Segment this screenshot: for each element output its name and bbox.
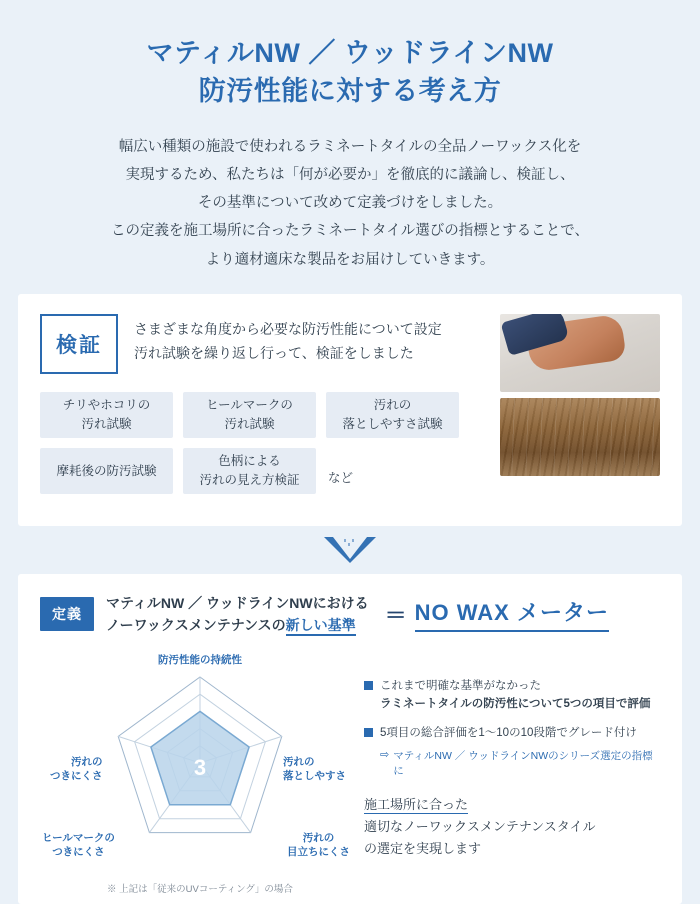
verification-card: [18, 294, 682, 526]
definition-closing: [364, 794, 660, 860]
lead-paragraph: [18, 133, 682, 274]
definition-bullet-1-line2: ラミネートタイルの防汚性について5つの項目で評価: [380, 698, 651, 711]
test-chip-heelmark: ヒールマークの 汚れ試験: [183, 392, 316, 438]
radar-label-durability: 防汚性能の持続性: [158, 653, 242, 666]
definition-info: [360, 651, 660, 901]
definition-heading: [106, 592, 369, 637]
section-connector: [18, 526, 682, 574]
arrow-right-icon: ⇨: [380, 748, 390, 761]
definition-heading-line2: [106, 614, 369, 636]
definition-closing-line1: 施工場所に合った: [364, 796, 469, 812]
nowax-meter-title: NO WAX メーター: [415, 596, 609, 632]
page-title: [18, 0, 682, 111]
verification-description-line2: 汚れ試験を繰り返し行って、検証をしました: [134, 345, 414, 362]
definition-card: [18, 574, 682, 904]
definition-bullet-2: [364, 724, 660, 742]
equals-sign: ＝: [384, 602, 407, 628]
definition-badge: 定義: [40, 597, 94, 631]
bullet-square-icon: [364, 681, 373, 690]
wood-grain-tile-photo: [500, 398, 660, 476]
lead-line-3: その基準について改めて定義づけをしました。: [197, 195, 503, 212]
radar-chart-note: ※ 上記は「従来のUVコーティング」の場合: [107, 883, 293, 895]
page-title-line2: 防汚性能に対する考え方: [198, 76, 502, 107]
hand-wiping-tile-photo: [500, 314, 660, 392]
test-etc-label: など: [328, 470, 354, 485]
definition-bullet-1: [364, 677, 660, 714]
lead-line-1: 幅広い種類の施設で使われるラミネートタイルの全品ノーワックス化を: [118, 138, 582, 155]
verification-description: [134, 314, 442, 366]
test-chip-removability: 汚れの 落としやすさ試験: [326, 392, 459, 438]
page-title-line1: マティルNW ／ ウッドラインNW: [146, 38, 554, 68]
verification-photos: [500, 314, 660, 476]
radar-chart: [40, 651, 360, 901]
definition-header: [40, 592, 660, 637]
definition-heading-line1: マティルNW ／ ウッドラインNWにおける: [106, 594, 369, 611]
radar-label-visibility: 汚れの 目立ちにくさ: [287, 831, 350, 858]
bullet-square-icon: [364, 728, 373, 737]
definition-closing-line3: の選定を実現します: [364, 841, 482, 857]
definition-sub-note-text: マティルNW ／ ウッドラインNWのシリーズ選定の指標に: [393, 749, 653, 777]
definition-closing-line2: 適切なノーワックスメンテナンスタイル: [364, 819, 596, 835]
test-chip-pattern: 色柄による 汚れの見え方検証: [183, 448, 316, 494]
definition-heading-plain: ノーワックスメンテナンスの: [106, 617, 286, 634]
radar-label-removability: 汚れの 落としやすさ: [283, 755, 346, 782]
radar-label-heelmark: ヒールマークの つきにくさ: [42, 831, 115, 858]
definition-heading-accent: 新しい基準: [286, 617, 356, 636]
test-chip-dust: チリやホコリの 汚れ試験: [40, 392, 173, 438]
definition-body: [40, 651, 660, 901]
test-list: [40, 392, 460, 504]
definition-sub-note: [380, 748, 660, 778]
verification-badge: 検証: [40, 314, 118, 374]
test-row: [40, 448, 460, 494]
test-row: [40, 392, 460, 438]
verification-description-line1: さまざまな角度から必要な防汚性能について設定: [134, 320, 442, 337]
radar-label-stain-resistance: 汚れの つきにくさ: [50, 755, 103, 782]
down-chevron-icon: [324, 537, 376, 563]
definition-bullet-2-line1: 5項目の総合評価を1〜10の10段階でグレード付け: [380, 726, 637, 739]
definition-bullet-1-line1: これまで明確な基準がなかった: [380, 679, 541, 692]
test-chip-abrasion: 摩耗後の防汚試験: [40, 448, 173, 494]
lead-line-4: この定義を施工場所に合ったラミネートタイル選びの指標とすることで、: [111, 223, 589, 240]
lead-line-2: 実現するため、私たちは「何が必要か」を徹底的に議論し、検証し、: [125, 166, 575, 183]
svg-text:3: 3: [193, 754, 207, 780]
definition-bullet-1-text: [380, 677, 650, 714]
lead-line-5: より適材適床な製品をお届けしていきます。: [205, 251, 495, 268]
